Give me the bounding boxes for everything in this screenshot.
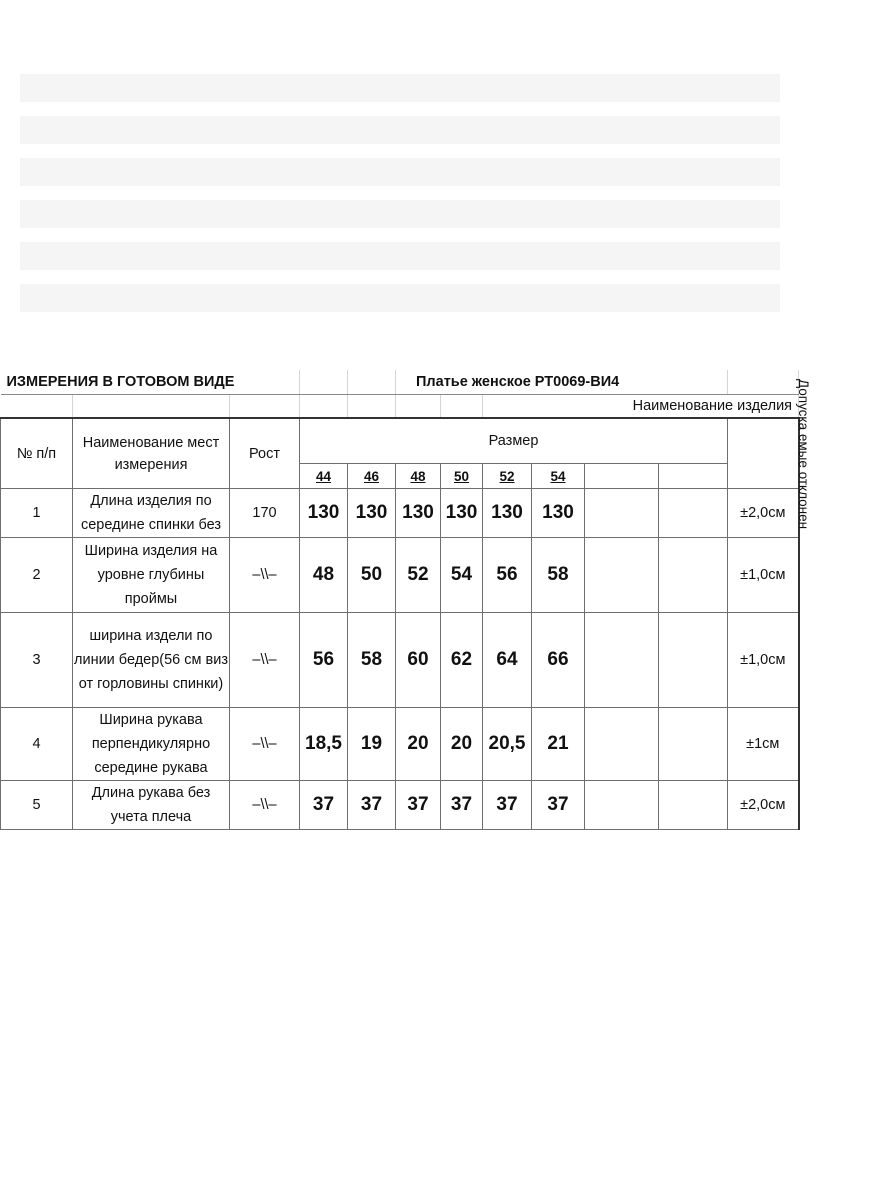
tolerance-header: Допуска емые отклонен (728, 418, 799, 489)
table-row (1, 708, 799, 781)
row-tolerance: ±1см (728, 708, 799, 781)
value-cell: 37 (300, 781, 348, 830)
product-label: Наименование изделия (483, 395, 799, 419)
row-index: 5 (1, 781, 73, 830)
value-cell: 130 (396, 489, 441, 538)
value-cell: 130 (300, 489, 348, 538)
row-height: –\\– (230, 538, 300, 613)
value-cell: 130 (441, 489, 483, 538)
value-cell: 37 (396, 781, 441, 830)
row-tolerance: ±2,0см (728, 489, 799, 538)
value-cell: 18,5 (300, 708, 348, 781)
value-cell: 56 (300, 613, 348, 708)
value-cell: 48 (300, 538, 348, 613)
row-name: ширина издели по линии бедер(56 см виз от горловины спинки) (73, 613, 230, 708)
value-cell: 37 (348, 781, 396, 830)
measurement-name-header: Наименование мест измерения (73, 418, 230, 489)
value-cell: 19 (348, 708, 396, 781)
row-name: Ширина рукава перпендикулярно середине рукава (73, 708, 230, 781)
faded-background-print (0, 60, 800, 350)
value-cell: 21 (532, 708, 585, 781)
row-height: –\\– (230, 708, 300, 781)
value-cell: 37 (532, 781, 585, 830)
sheet-title: ИЗМЕРЕНИЯ В ГОТОВОМ ВИДЕ (1, 370, 300, 395)
row-tolerance: ±1,0см (728, 613, 799, 708)
size-44: 44 (300, 464, 348, 489)
size-46: 46 (348, 464, 396, 489)
size-50: 50 (441, 464, 483, 489)
row-height: –\\– (230, 613, 300, 708)
value-cell: 20,5 (483, 708, 532, 781)
row-height: 170 (230, 489, 300, 538)
value-cell: 37 (441, 781, 483, 830)
value-cell: 52 (396, 538, 441, 613)
product-name: Платье женское РТ0069-ВИ4 (396, 370, 728, 395)
row-index: 2 (1, 538, 73, 613)
size-header: Размер (300, 418, 728, 464)
value-cell: 64 (483, 613, 532, 708)
table-row (1, 538, 799, 613)
row-height: –\\– (230, 781, 300, 830)
row-tolerance: ±2,0см (728, 781, 799, 830)
row-index: 3 (1, 613, 73, 708)
value-cell: 66 (532, 613, 585, 708)
size-48: 48 (396, 464, 441, 489)
row-name: Длина рукава без учета плеча (73, 781, 230, 830)
value-cell: 60 (396, 613, 441, 708)
value-cell: 130 (483, 489, 532, 538)
table-row (1, 613, 799, 708)
value-cell: 62 (441, 613, 483, 708)
size-52: 52 (483, 464, 532, 489)
value-cell: 58 (532, 538, 585, 613)
table-row (1, 781, 799, 830)
value-cell: 130 (532, 489, 585, 538)
table-row (1, 489, 799, 538)
measurements-table (0, 370, 812, 830)
value-cell: 56 (483, 538, 532, 613)
value-cell: 50 (348, 538, 396, 613)
row-name: Ширина изделия на уровне глубины проймы (73, 538, 230, 613)
height-header: Рост (230, 418, 300, 489)
row-tolerance: ±1,0см (728, 538, 799, 613)
size-54: 54 (532, 464, 585, 489)
value-cell: 54 (441, 538, 483, 613)
value-cell: 20 (396, 708, 441, 781)
value-cell: 130 (348, 489, 396, 538)
value-cell: 37 (483, 781, 532, 830)
row-index: 4 (1, 708, 73, 781)
row-name: Длина изделия по середине спинки без (73, 489, 230, 538)
value-cell: 20 (441, 708, 483, 781)
value-cell: 58 (348, 613, 396, 708)
index-header: № п/п (1, 418, 73, 489)
row-index: 1 (1, 489, 73, 538)
